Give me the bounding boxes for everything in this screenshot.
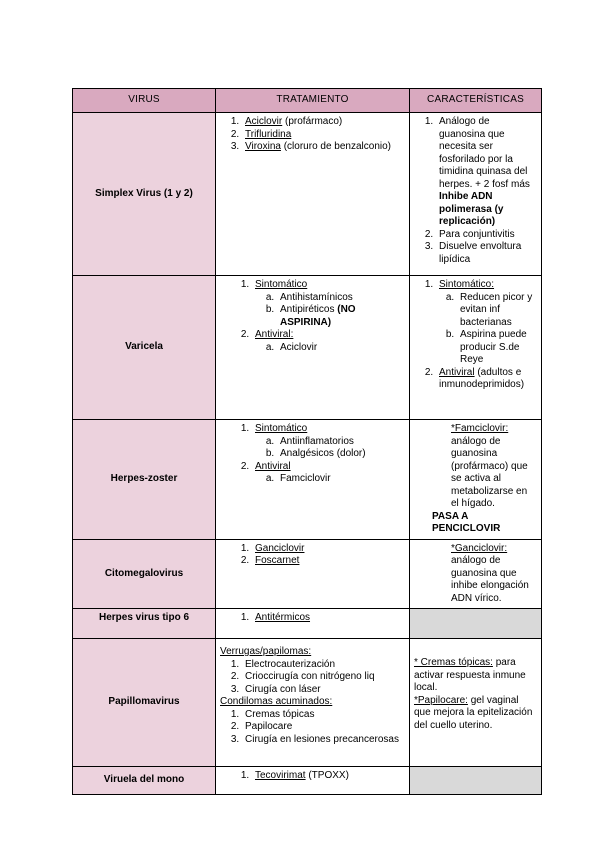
characteristic-term: * Cremas tópicas: bbox=[414, 657, 493, 668]
treatment-item: Papilocare bbox=[245, 721, 293, 732]
virus-name: Viruela del mono bbox=[73, 767, 216, 795]
drug-link: Tecovirimat bbox=[255, 770, 306, 781]
row-herpes-6 bbox=[73, 609, 542, 639]
virus-name: Varicela bbox=[73, 276, 216, 420]
virus-table bbox=[72, 88, 542, 795]
characteristics-cell bbox=[410, 276, 542, 420]
characteristic-term: *Ganciclovir: bbox=[451, 542, 508, 554]
drug-link: Trifluridina bbox=[245, 128, 292, 140]
characteristic-block bbox=[414, 657, 537, 695]
treatment-cell bbox=[216, 420, 410, 540]
characteristic-block bbox=[414, 695, 537, 733]
treatment-cell bbox=[216, 767, 410, 795]
virus-name: Citomegalovirus bbox=[73, 539, 216, 609]
characteristic-group: Sintomático: bbox=[439, 279, 495, 290]
characteristics-cell-empty bbox=[410, 767, 542, 795]
treatment-group: Antiviral bbox=[255, 460, 291, 472]
characteristic-text: (adultos e inmunodeprimidos) bbox=[439, 366, 525, 390]
treatment-cell bbox=[216, 539, 410, 609]
treatment-item: Cirugía en lesiones precancerosas bbox=[245, 733, 399, 745]
row-simplex bbox=[73, 113, 542, 276]
virus-name: Herpes virus tipo 6 bbox=[73, 609, 216, 639]
characteristic-group: Antiviral bbox=[439, 366, 475, 378]
treatment-item: Aciclovir bbox=[280, 341, 318, 353]
characteristic-term: *Papilocare: bbox=[414, 694, 468, 706]
characteristic-text: Para conjuntivitis bbox=[439, 228, 515, 240]
characteristic-text: análogo de guanosina que inhibe elongación ADN vírico. bbox=[451, 555, 529, 604]
treatment-cell bbox=[216, 609, 410, 639]
characteristics-cell bbox=[410, 539, 542, 609]
virus-name: Herpes-zoster bbox=[73, 420, 216, 540]
treatment-group: Antiviral: bbox=[255, 329, 294, 340]
treatment-heading: Condilomas acuminados: bbox=[220, 696, 333, 707]
treatment-heading: Verrugas/papilomas: bbox=[220, 646, 312, 657]
treatment-group: Sintomático bbox=[255, 279, 308, 290]
treatment-group: Sintomático bbox=[255, 423, 308, 434]
row-citomegalovirus bbox=[73, 539, 542, 609]
header-caracteristicas: CARACTERÍSTICAS bbox=[410, 89, 542, 113]
drug-link: Foscarnet bbox=[255, 555, 300, 566]
characteristics-cell-empty bbox=[410, 609, 542, 639]
treatment-item: Crioccirugía con nitrógeno liq bbox=[245, 671, 375, 682]
characteristic-block bbox=[414, 543, 537, 606]
treatment-item: Electrocauterización bbox=[245, 658, 336, 670]
treatment-item: Cremas tópicas bbox=[245, 708, 315, 720]
treatment-cell bbox=[216, 276, 410, 420]
characteristic-text: Aspirina puede producir S.de Reye bbox=[460, 329, 527, 365]
row-viruela bbox=[73, 767, 542, 795]
row-papillomavirus bbox=[73, 639, 542, 767]
drug-note: (cloruro de benzalconio) bbox=[280, 141, 392, 152]
treatment-item: Antihistamínicos bbox=[280, 291, 353, 303]
treatment-item: Analgésicos (dolor) bbox=[280, 448, 366, 459]
characteristics-cell bbox=[410, 420, 542, 540]
virus-name: Simplex Virus (1 y 2) bbox=[73, 113, 216, 276]
treatment-cell bbox=[216, 113, 410, 276]
characteristic-text: Reducen picor y evitan inf bacterianas bbox=[460, 291, 533, 328]
drug-link: Ganciclovir bbox=[255, 542, 305, 554]
drug-note: (TPOXX) bbox=[305, 770, 349, 781]
treatment-item: Famciclovir bbox=[280, 473, 331, 484]
characteristic-block bbox=[414, 423, 537, 511]
characteristics-cell bbox=[410, 113, 542, 276]
row-varicela bbox=[73, 276, 542, 420]
characteristic-bold: PASA A PENCICLOVIR bbox=[432, 510, 501, 534]
characteristic-text: gel vaginal que mejora la epitelización del cuello uterino. bbox=[414, 694, 533, 731]
characteristic-text: Análogo de guanosina que necesita ser fosforilado por la timidina quinasa del herpes. + 2 fosf más bbox=[439, 116, 530, 190]
drug-link: Antitérmicos bbox=[255, 612, 311, 623]
characteristics-cell bbox=[410, 639, 542, 767]
drug-note: (profármaco) bbox=[282, 116, 343, 127]
header-row bbox=[73, 89, 542, 113]
virus-name: Papillomavirus bbox=[73, 639, 216, 767]
treatment-item: Antiinflamatorios bbox=[280, 435, 354, 447]
treatment-item: Cirugía con láser bbox=[245, 683, 321, 695]
drug-link: Aciclovir bbox=[245, 116, 283, 127]
characteristic-bold: Inhibe ADN polimerasa (y replicación) bbox=[439, 191, 504, 227]
treatment-cell bbox=[216, 639, 410, 767]
treatment-item: Antipiréticos bbox=[280, 304, 338, 315]
characteristic-text: análogo de guanosina (profármaco) que se activa al metabolizarse en el hígado. bbox=[451, 435, 528, 509]
characteristic-text: Disuelve envoltura lipídica bbox=[439, 241, 522, 265]
header-virus: VIRUS bbox=[73, 89, 216, 113]
treatment-warning: (NO ASPIRINA) bbox=[280, 304, 356, 328]
row-herpes-zoster bbox=[73, 420, 542, 540]
header-tratamiento: TRATAMIENTO bbox=[216, 89, 410, 113]
drug-link: Viroxina bbox=[245, 141, 281, 152]
characteristic-text: para activar respuesta inmune local. bbox=[414, 657, 526, 693]
characteristic-term: *Famciclovir: bbox=[451, 423, 509, 434]
